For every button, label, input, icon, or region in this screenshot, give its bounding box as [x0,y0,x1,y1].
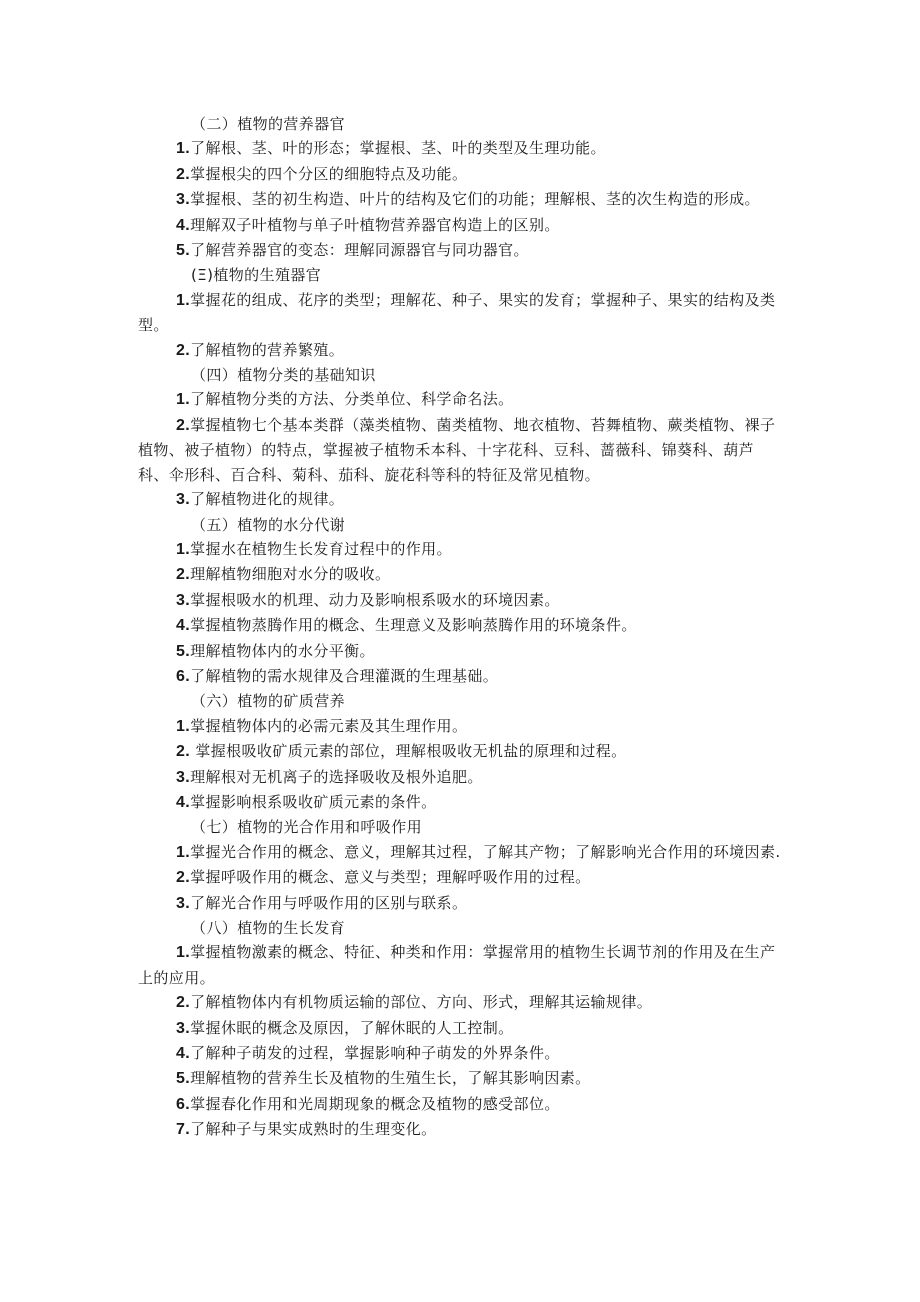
item-text: 了解植物体内有机物质运输的部位、方向、形式，理解其运输规律。 [190,993,653,1012]
list-item [0,865,920,890]
item-text: 掌握植物七个基本类群（藻类植物、菌类植物、地衣植物、苔舞植物、蕨类植物、裸子植物、被子植物）的特点，掌握被子植物禾本科、十字花科、豆科、蔷薇科、锦葵科、葫芦科、伞形科、百合科、菊科、茄科、旋花科等科的特征及常见植物。 [138,415,776,484]
list-item [0,1016,920,1041]
section-heading: （二）植物的营养器官 [191,115,346,133]
list-item [138,288,784,338]
item-number: 1. [176,843,191,861]
item-text: 掌握根吸水的机理、动力及影响根系吸水的环境因素。 [190,590,560,609]
item-text: 掌握呼吸作用的概念、意义与类型；理解呼吸作用的过程。 [190,868,591,887]
list-item [138,413,784,487]
item-number: 5. [176,642,191,660]
list-item [0,136,920,161]
list-item [0,1117,920,1142]
list-item [0,588,920,613]
item-number: 5. [176,1070,191,1088]
list-item [0,338,920,363]
document-body [0,112,920,1143]
list-item [0,1041,920,1066]
item-text: 掌握花的组成、花序的类型；理解花、种子、果实的发育；掌握种子、果实的结构及类型。 [138,290,776,335]
list-item [0,387,920,412]
item-number: 2. [176,566,191,584]
list-item [0,238,920,263]
section-heading: （六）植物的矿质营养 [191,692,346,711]
item-text: 掌握根吸收矿质元素的部位，理解根吸收无机盐的原理和过程。 [190,742,627,761]
item-number: 3. [176,768,191,786]
list-item [0,664,920,689]
list-item [0,1066,920,1091]
list-item [138,840,784,865]
list-item [0,639,920,664]
item-text: 了解植物的需水规律及合理灌溉的生理基础。 [190,666,499,685]
list-item [0,1092,920,1117]
list-item [0,537,920,562]
item-text: 理解双子叶植物与单子叶植物营养器官构造上的区别。 [190,215,560,234]
section-heading: （五）植物的水分代谢 [191,515,346,534]
list-item [0,739,920,764]
item-text: 掌握光合作用的概念、意义，理解其过程，了解其产物；了解影响光合作用的环境因素. [190,842,781,861]
list-item [0,162,920,187]
list-item [0,790,920,815]
list-item [0,562,920,587]
item-text: 了解植物的营养繁殖。 [190,340,345,359]
section-heading: （八）植物的生长发育 [191,919,346,937]
item-number: 4. [176,1045,191,1063]
item-number: 5. [176,242,191,260]
list-item [0,213,920,238]
item-text: 掌握植物体内的必需元素及其生理作用。 [190,716,468,735]
item-number: 2. [176,994,191,1012]
item-number: 1. [176,717,191,735]
item-text: 掌握植物蒸腾作用的概念、生理意义及影响蒸腾作用的环境条件。 [190,616,637,635]
item-number: 3. [176,191,191,209]
item-number: 4. [176,216,191,234]
item-number: 1. [176,540,191,558]
item-number: 1. [176,944,191,962]
item-text: 掌握水在植物生长发育过程中的作用。 [190,539,452,558]
item-number: 1. [176,391,191,409]
item-text: 掌握植物激素的概念、特征、种类和作用：掌握常用的植物生长调节剂的作用及在生产上的应用。 [138,943,776,987]
item-number: 4. [176,793,191,811]
item-number: 1. [176,291,191,309]
item-text: 理解根对无机离子的选择吸收及根外追肥。 [190,767,483,786]
item-number: 2. [176,416,191,434]
item-number: 2. [176,165,191,183]
item-number: 6. [176,667,191,685]
section-heading: （四）植物分类的基础知识 [191,366,376,385]
item-text: 掌握春化作用和光周期现象的概念及植物的感受部位。 [190,1094,560,1113]
section-heading: (Ξ)植物的生殖器官 [191,266,322,285]
item-text: 了解根、茎、叶的形态；掌握根、茎、叶的类型及生理功能。 [190,139,606,158]
item-text: 了解营养器官的变态：理解同源器官与同功器官。 [190,241,529,260]
item-text: 掌握根、茎的初生构造、叶片的结构及它们的功能；理解根、茎的次生构造的形成。 [190,190,760,209]
list-item [138,940,784,990]
item-text: 掌握休眠的概念及原因，了解休眠的人工控制。 [190,1018,514,1037]
item-text: 了解种子萌发的过程，掌握影响种子萌发的外界条件。 [190,1044,560,1063]
list-item [0,714,920,739]
item-number: 3. [176,591,191,609]
item-text: 理解植物细胞对水分的吸收。 [190,565,391,584]
list-item [0,891,920,916]
item-text: 了解植物分类的方法、分类单位、科学命名法。 [190,390,514,409]
item-text: 理解植物体内的水分平衡。 [190,641,375,660]
list-item [0,990,920,1015]
section-heading: （七）植物的光合作用和呼吸作用 [191,818,423,837]
list-item [0,765,920,790]
item-number: 2. [176,743,191,761]
item-number: 3. [176,1019,191,1037]
item-text: 掌握根尖的四个分区的细胞特点及功能。 [190,164,468,183]
list-item [0,487,920,512]
item-text: 了解植物进化的规律。 [190,490,345,509]
list-item [0,613,920,638]
item-text: 掌握影响根系吸收矿质元素的条件。 [190,792,437,811]
item-number: 3. [176,894,191,912]
item-text: 了解光合作用与呼吸作用的区别与联系。 [190,893,468,912]
item-number: 6. [176,1095,191,1113]
item-number: 4. [176,617,191,635]
item-text: 理解植物的营养生长及植物的生殖生长，了解其影响因素。 [190,1069,591,1088]
item-number: 3. [176,491,191,509]
item-number: 1. [176,140,191,158]
item-number: 7. [176,1121,191,1139]
item-number: 2. [176,869,191,887]
list-item [138,187,784,212]
item-text: 了解种子与果实成熟时的生理变化。 [190,1120,437,1139]
item-number: 2. [176,341,191,359]
